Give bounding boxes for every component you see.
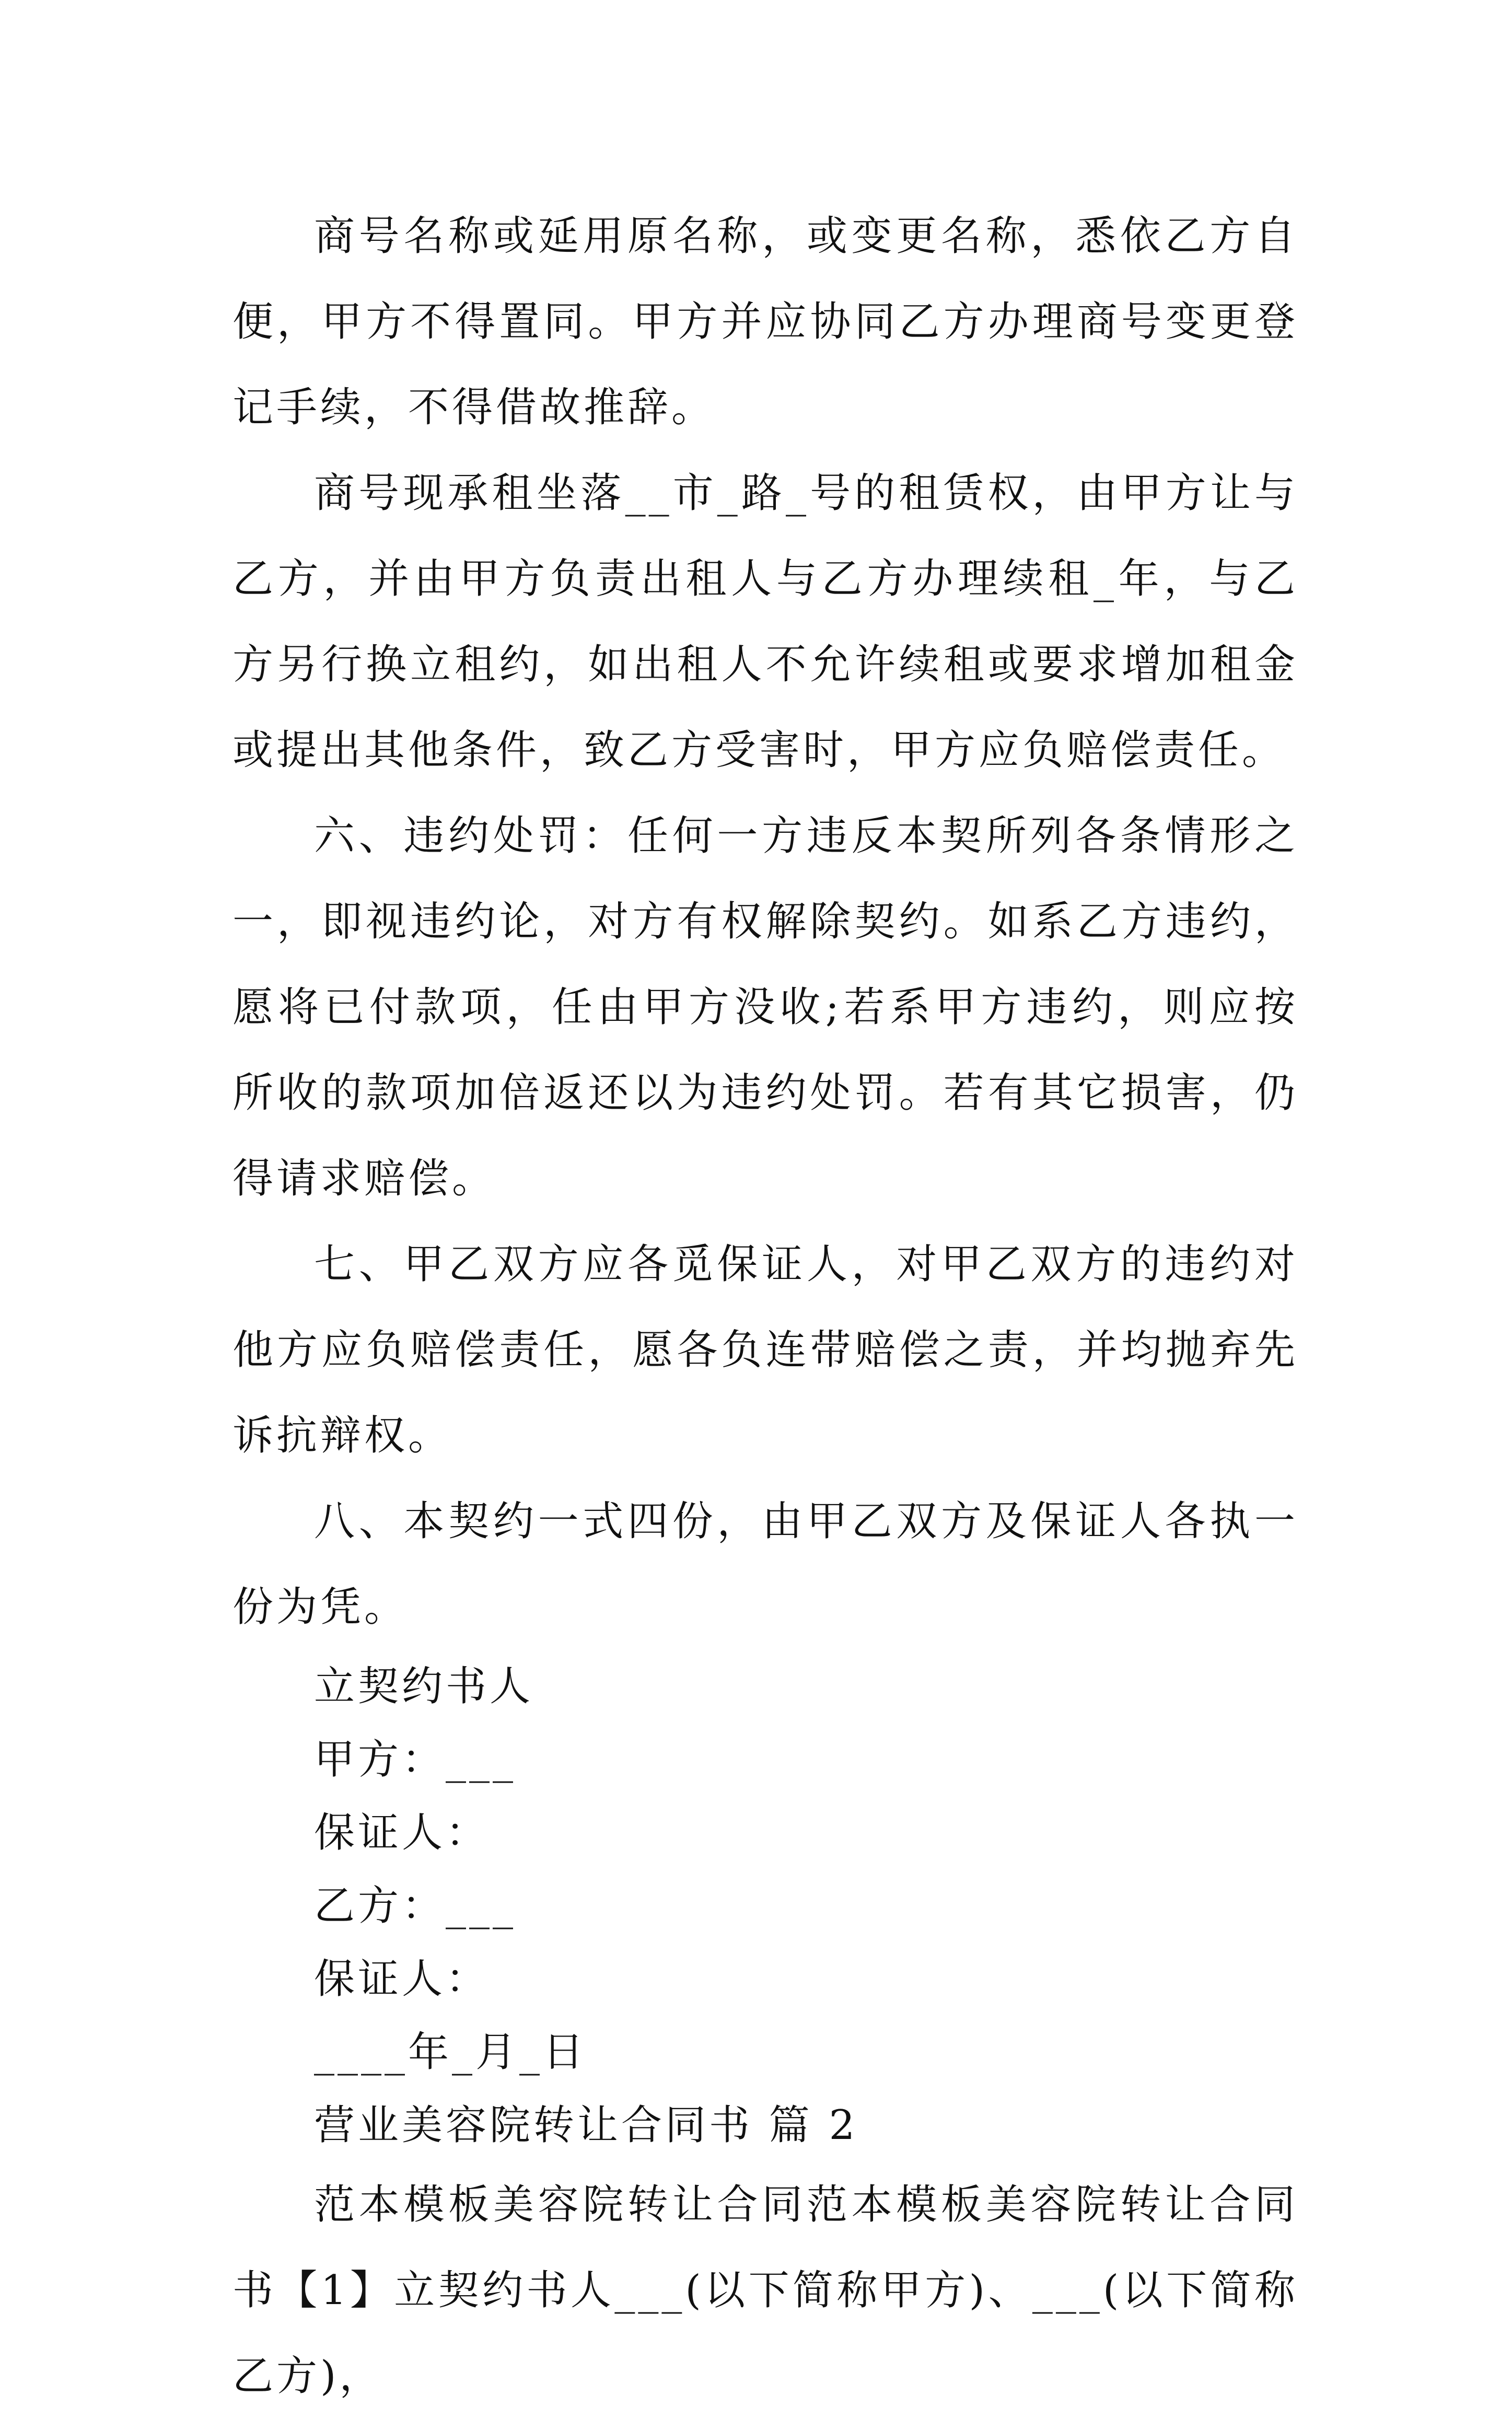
- paragraph-template-intro: 范本模板美容院转让合同范本模板美容院转让合同书【1】立契约书人___(以下简称甲方)、___(以下简称乙方)，: [232, 2181, 1298, 2400]
- guarantor-a-line: 保证人：: [314, 1809, 490, 1856]
- document-body: [232, 193, 1298, 2419]
- paragraph-trade-name: 商号名称或延用原名称，或变更名称，悉依乙方自便，甲方不得置同。甲方并应协同乙方办理商号变更登记手续，不得借故推辞。: [232, 213, 1298, 431]
- paragraph-guarantor: 七、甲乙双方应各觅保证人，对甲乙双方的违约对他方应负赔偿责任，愿各负连带赔偿之责，并均抛弃先诉抗辩权。: [232, 1241, 1298, 1459]
- section-title: 营业美容院转让合同书 篇 2: [314, 2102, 858, 2149]
- date-line: ____年_月_日: [314, 2029, 587, 2076]
- paragraph-lease-transfer: 商号现承租坐落__市_路_号的租赁权，由甲方让与乙方，并由甲方负责出租人与乙方办理续租_年，与乙方另行换立租约，如出租人不允许续租或要求增加租金或提出其他条件，致乙方受害时，甲方应负赔偿责任。: [232, 470, 1298, 774]
- guarantor-b-line: 保证人：: [314, 1956, 490, 2003]
- signatory-heading: 立契约书人: [314, 1663, 534, 1710]
- paragraph-copies: 八、本契约一式四份，由甲乙双方及保证人各执一份为凭。: [232, 1498, 1298, 1631]
- party-b-line: 乙方：___: [314, 1882, 517, 1929]
- paragraph-breach-penalty: 六、违约处罚：任何一方违反本契所列各条情形之一，即视违约论，对方有权解除契约。如系乙方违约，愿将已付款项，任由甲方没收;若系甲方违约，则应按所收的款项加倍返还以为违约处罚。若有其它损害，仍得请求赔偿。: [232, 812, 1298, 1202]
- party-a-line: 甲方：___: [314, 1736, 517, 1783]
